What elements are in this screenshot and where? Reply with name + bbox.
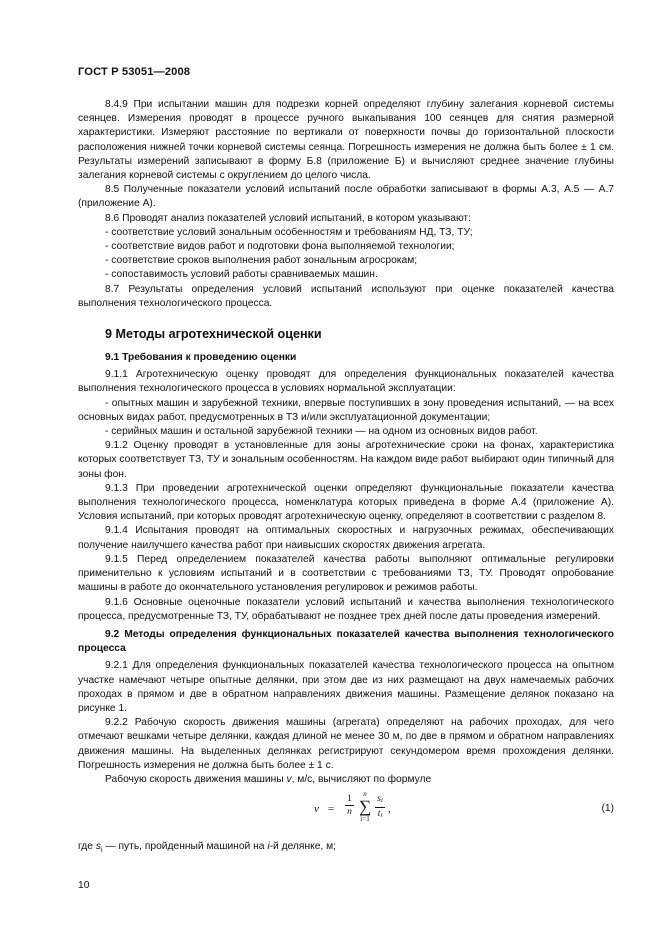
paragraph-8-4-9: 8.4.9 При испытании машин для подрезки корней определяют глубину залегания корневой системы сеянцев. Измерения проводят в процессе ручного выкапывания 100 сеянцев для снятия размерной характеристики. Измеряют расстояние по вертикали от поверхности почвы до горизонтальной плоскости расположения нижней точки корневой системы сеянца. Погрешность измерения не должна быть более ± 1 см. Результаты измерений записывают в форму Б.8 (приложение Б) и вычисляют среднее значение глубины залегания корневой системы с округлением до целого числа. — [78, 99, 614, 182]
paragraph-formula-intro — [78, 773, 614, 787]
list-item: - соответствие сроков выполнения работ зональным агросрокам; — [105, 255, 418, 267]
legend-suffix: -й делянке, м; — [269, 841, 337, 853]
summation — [358, 790, 372, 823]
denominator-sub: i — [380, 812, 383, 820]
paragraph-9-1-3: 9.1.3 При проведении агротехнической оценки определяют функциональные показатели качества выполнения технологического процесса, номенклатура которых приведена в форме А.4 (приложение А). Условия испытаний, при которых проводят агротехническую оценку, определяют в соответствии с разделом 8. — [78, 482, 614, 523]
numerator-var: s — [377, 794, 381, 805]
subsection-9-1-title: 9.1 Требования к проведению оценки — [105, 352, 297, 364]
legend-var: s — [95, 841, 101, 853]
formula-equals: = — [328, 803, 335, 816]
formula-coefficient — [345, 794, 354, 817]
list-item: - серийных машин и остальной зарубежной техники — на одном из основных видов работ. — [105, 426, 538, 438]
sum-lower-limit: i=1 — [360, 815, 370, 824]
equation-number: (1) — [601, 803, 614, 815]
paragraph-9-2-1: 9.2.1 Для определения функциональных показателей качества технологического процесса на опытном участке намечают четыре опытные делянки, при этом две из них размещают на двух намечаемых рабочих проходах в прямом и две в обратном направлениях движения машины. Размещение делянок показано на рисунке 1. — [78, 660, 614, 714]
sum-upper-limit: n — [363, 790, 367, 799]
legend-mid: — путь, пройденный машиной на — [102, 841, 268, 853]
numerator-sub: i — [380, 797, 383, 805]
list-item: - соответствие видов работ и подготовки фона выполняемой технологии; — [105, 241, 455, 253]
formula-lhs: v — [314, 803, 319, 816]
legend-index: i — [267, 841, 270, 853]
list-item: - опытных машин и зарубежной техники, впервые поступивших в зону проведения испытаний, — на всех основных видах работ, предусмотренных в ТЗ и/или эксплуатационной документации; — [78, 397, 614, 423]
fraction-bar — [375, 807, 385, 808]
sum-sign: ∑ — [358, 797, 372, 817]
paragraph-9-1-5: 9.1.5 Перед определением показателей качества работы выполняют оптимальные регулировки применительно к условиям испытаний и в соответствии с требованиями ТЗ, ТУ. Проводят опробование машины в работе до окончательного установления регулировок и режимов работы. — [78, 553, 614, 594]
list-item: - сопоставимость условий работы сравниваемых машин. — [105, 269, 378, 281]
paragraph-8-6: 8.6 Проводят анализ показателей условий испытаний, в котором указывают: — [105, 212, 471, 224]
formula-intro-prefix: Рабочую скорость движения машины — [105, 773, 287, 785]
paragraph-8-7: 8.7 Результаты определения условий испытаний используют при оценке показателей качества выполнения технологического процесса. — [78, 283, 614, 309]
list-item: - соответствие условий зональным особенностям и требованиям НД, ТЗ, ТУ; — [105, 226, 473, 238]
formula-comma: , — [388, 803, 391, 816]
page-content — [78, 98, 614, 858]
paragraph-9-2-2: 9.2.2 Рабочую скорость движения машины (агрегата) определяют на рабочих проходах, для чего отмечают вешками четыре делянки, каждая длиной не менее 30 м, по две в прямом и обратном направлениях движения машины. На выделенных делянках регистрируют секундомером время прохождения делянки. Погрешность измерения не должна быть более ± 1 с. — [78, 717, 614, 771]
paragraph-9-1-4: 9.1.4 Испытания проводят на оптимальных скоростных и нагрузочных режимах, обеспечивающих получение наилучшего качества работ при наивысших скоростях движения агрегата. — [78, 525, 614, 551]
page-number: 10 — [78, 880, 90, 891]
legend-prefix: где — [78, 841, 96, 853]
paragraph-9-1-2: 9.1.2 Оценку проводят в установленные для зоны агротехнические сроки на фонах, характеристика которых соответствует ТЗ, ТУ и зональным особенностям. На каждом виде работ выбирают один типичный для зоны фон. — [78, 440, 614, 480]
fraction-denominator — [375, 809, 385, 821]
paragraph-9-1-6: 9.1.6 Основные оценочные показатели условий испытаний и качества выполнения технологического процесса, предусмотренные ТЗ, ТУ, обрабатывают не позднее трех дней после даты проведения измерений. — [78, 596, 614, 622]
fraction-bar — [345, 805, 354, 806]
fraction-numerator — [375, 794, 385, 806]
paragraph-9-1-1: 9.1.1 Агротехническую оценку проводят для определения функциональных показателей качества выполнения технологического процесса в условиях нормальной эксплуатации: — [78, 369, 614, 395]
formula-legend — [78, 840, 614, 858]
section-9-title: 9 Методы агротехнической оценки — [105, 327, 322, 342]
paragraph-8-5: 8.5 Полученные показатели условий испытаний после обработки записывают в формы А.3, А.5 — А.7 (приложение А). — [78, 184, 614, 210]
formula-intro-suffix: , м/с, вычисляют по формуле — [291, 773, 432, 785]
legend-var-sub: i — [100, 847, 103, 855]
denominator-var: t — [377, 809, 381, 820]
formula-intro-var: v — [286, 773, 292, 785]
subsection-9-2-title: 9.2 Методы определения функциональных показателей качества выполнения технологического процесса — [78, 628, 614, 655]
formula-row — [78, 790, 614, 834]
formula-fraction — [375, 794, 385, 821]
coefficient-numerator: 1 — [347, 794, 352, 805]
document-header: ГОСТ Р 53051—2008 — [78, 66, 191, 78]
coefficient-denominator: n — [347, 807, 352, 818]
